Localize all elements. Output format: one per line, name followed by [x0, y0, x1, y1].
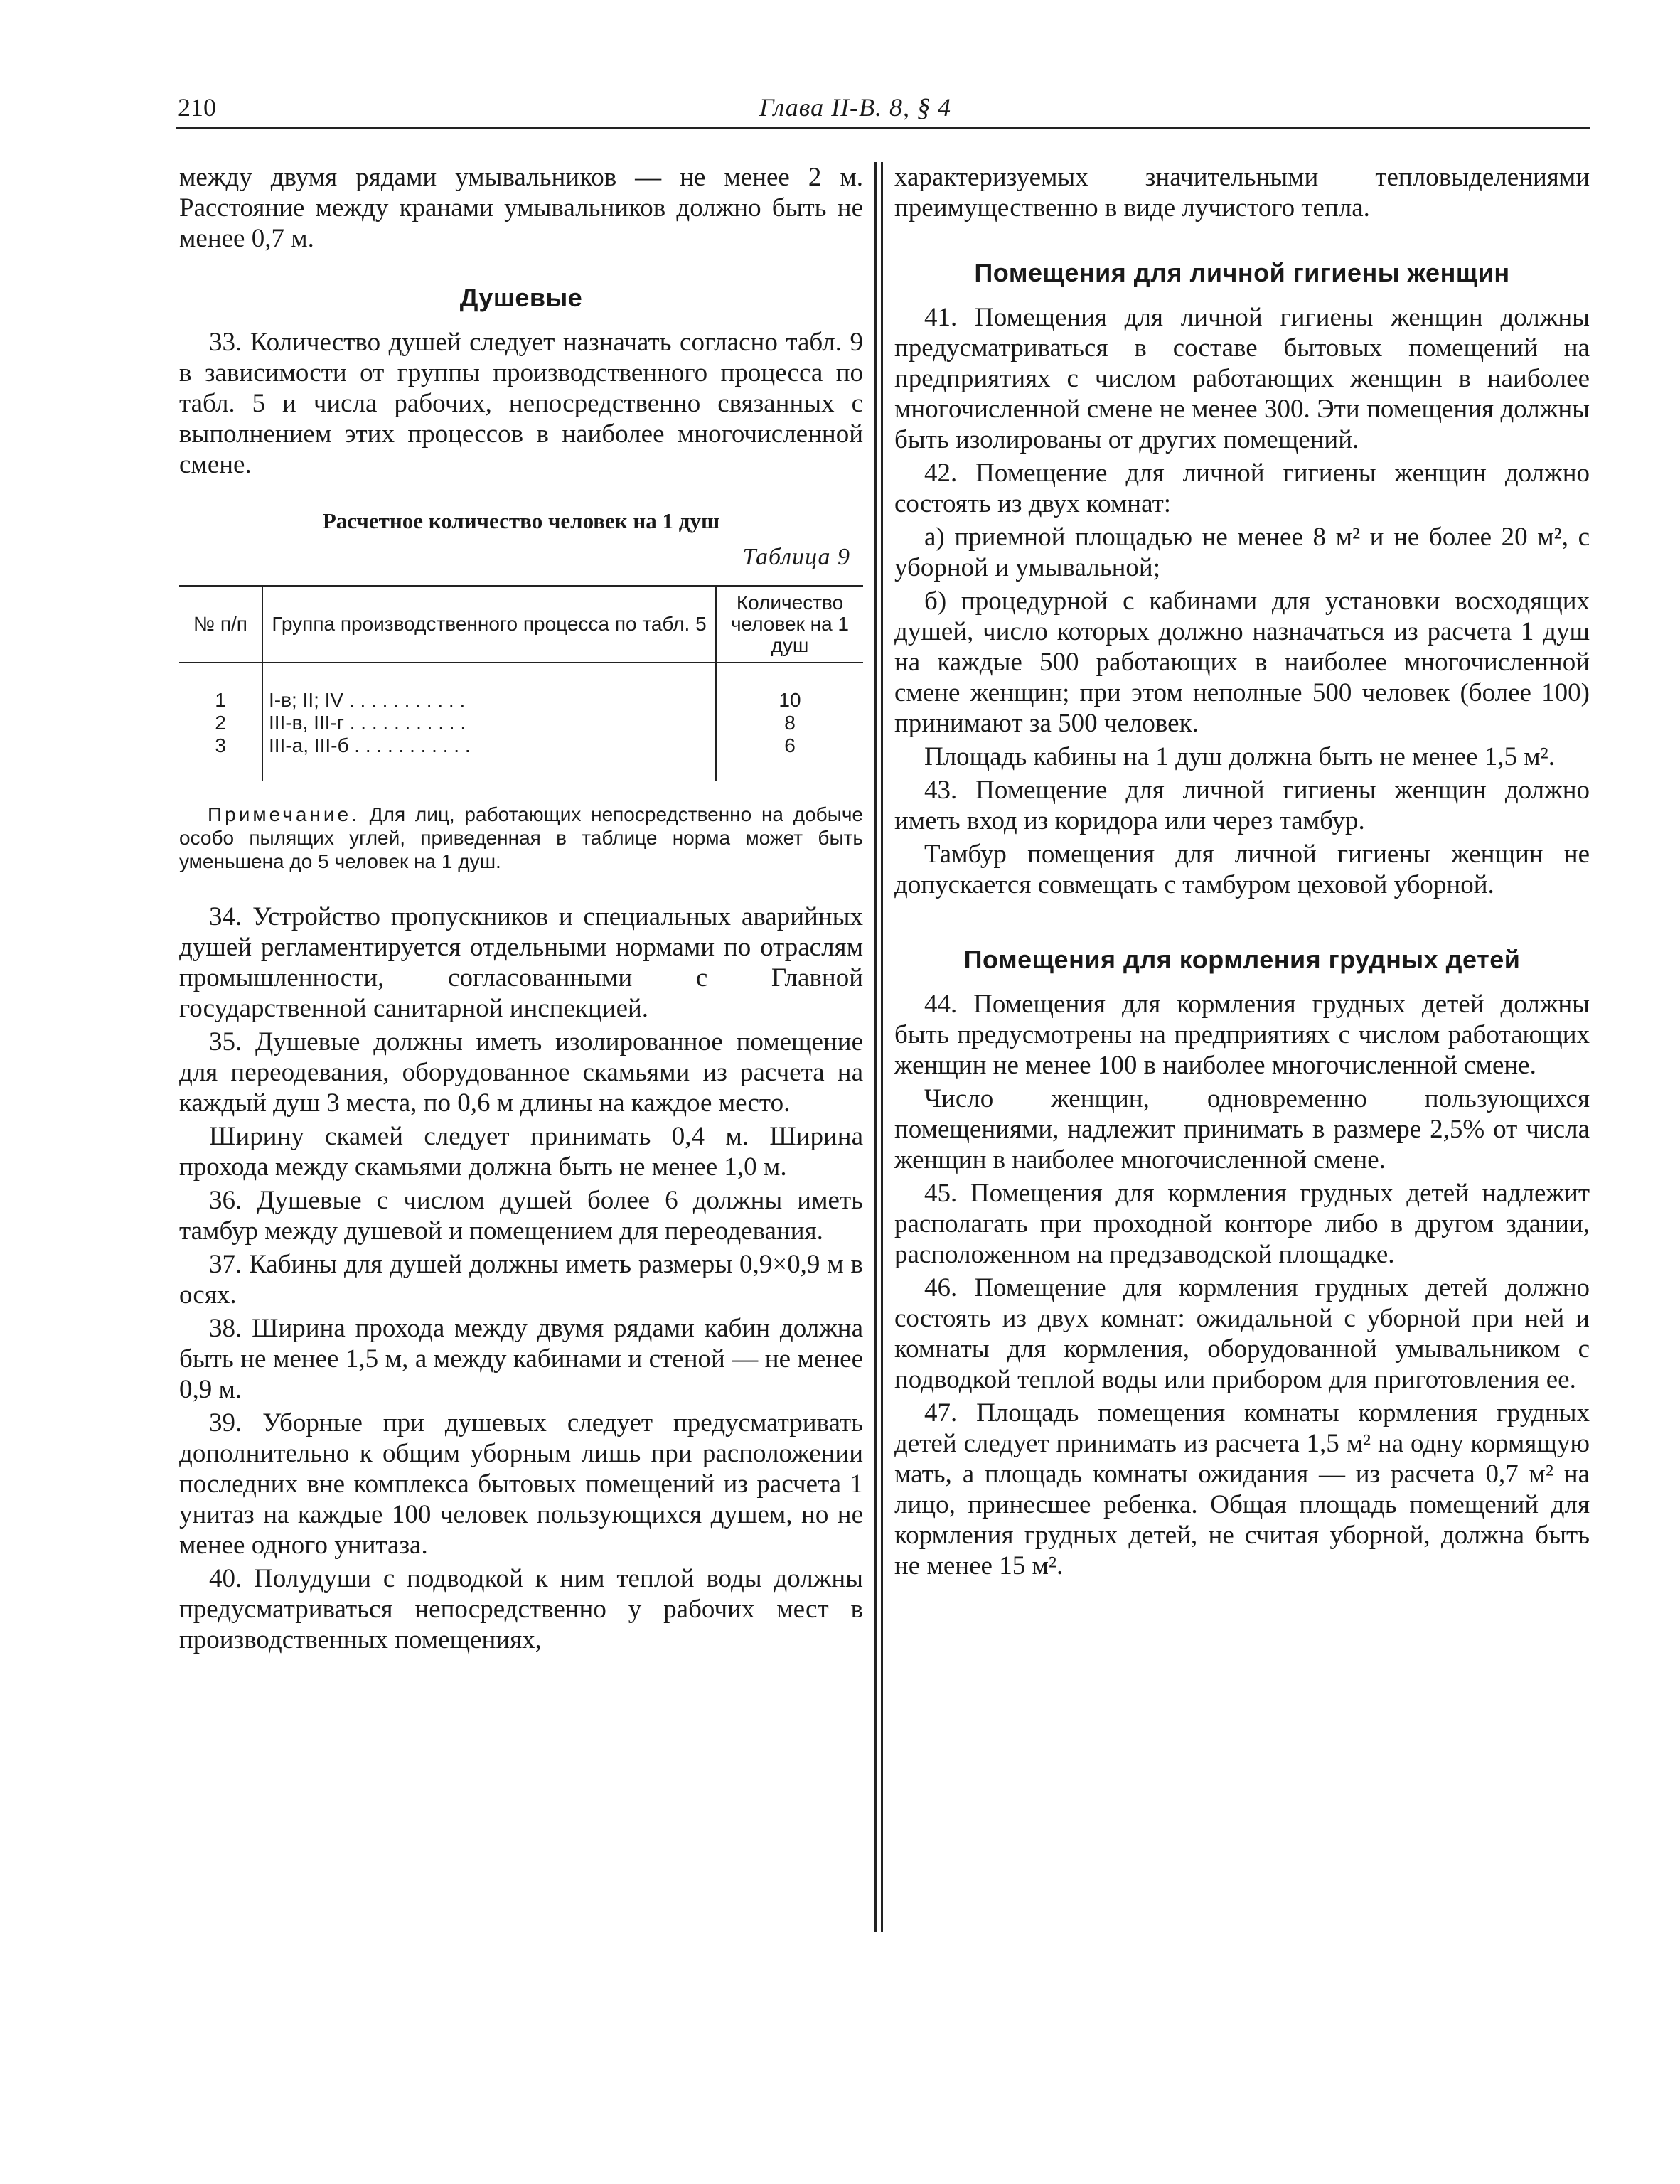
table-caption: Расчетное количество человек на 1 душ	[322, 508, 720, 533]
paragraph-44b: Число женщин, одновременно пользующихся помещениями, надлежит принимать в размере 2,5% от числа женщин в наиболее многочисленной смене.	[894, 1084, 1590, 1174]
paragraph-36: 36. Душевые с числом душей более 6 должны иметь тамбур между душевой и помещением для переодевания.	[179, 1186, 863, 1246]
paragraph-43b: Тамбур помещения для личной гигиены женщин не допускается совмещать с тамбуром цеховой уборной.	[894, 840, 1590, 899]
table-cell: 6	[716, 734, 863, 781]
paragraph-39: 39. Уборные при душевых следует предусматривать дополнительно к общим уборным лишь при расположении последних вне комплекса бытовых помещений из расчета 1 унитаз на каждые 100 человек пользующихся душем, но не менее одного унитаза.	[179, 1408, 863, 1560]
table-row	[179, 712, 863, 734]
paragraph-46: 46. Помещение для кормления грудных детей должно состоять из двух комнат: ожидальной с уборной при ней и комнаты для кормления, оборудованной умывальником с подводкой теплой воды или прибором для приготовления ее.	[894, 1273, 1590, 1394]
table-cell: I-в; II; IV . . . . . . . . . . .	[262, 663, 716, 712]
note-text: Для лиц, работающих непосредственно на добыче особо пылящих углей, приведенная в таблице норма может быть уменьшена до 5 человек на 1 душ.	[179, 803, 864, 872]
header-rule	[176, 127, 1590, 129]
page-header	[176, 84, 1590, 127]
paragraph-41: 41. Помещения для личной гигиены женщин должны предусматриваться в составе бытовых помещений на предприятиях с числом работающих женщин в наиболее многочисленной смене не менее 300. Эти помещения должны быть изолированы от других помещений.	[894, 303, 1590, 454]
table-header-cell: Количество человек на 1 душ	[716, 586, 863, 663]
page-number: 210	[178, 93, 216, 122]
table-cell: 8	[716, 712, 863, 734]
paragraph-35b: Ширину скамей следует принимать 0,4 м. Ширина прохода между скамьями должна быть не менее 1,0 м.	[179, 1122, 863, 1182]
table-data	[179, 585, 863, 781]
paragraph-43: 43. Помещение для личной гигиены женщин должно иметь вход из коридора или через тамбур.	[894, 776, 1590, 835]
table-cell: 3	[215, 734, 226, 756]
column-divider	[874, 162, 877, 1932]
paragraph-42b: б) процедурной с кабинами для установки восходящих душей, число которых должно назначаться из расчета 1 душ на каждые 500 работающих в наиболее многочисленной смене женщин; при этом неполные 500 человек (более 100) принимают за 500 человек.	[894, 587, 1590, 738]
paragraph-40-continued: характеризуемых значительными тепловыделениями преимущественно в виде лучистого тепла.	[894, 163, 1590, 223]
table-cell: III-а, III-б . . . . . . . . . . .	[262, 734, 716, 781]
paragraph-47: 47. Площадь помещения комнаты кормления грудных детей следует принимать из расчета 1,5 м² на одну кормящую мать, а площадь комнаты ожидания — из расчета 0,7 м² на лицо, принесшее ребенка. Общая площадь помещений для кормления грудных детей, не считая уборной, должна быть не менее 15 м².	[894, 1398, 1590, 1580]
paragraph-34: 34. Устройство пропускников и специальных аварийных душей регламентируется отдельными нормами по отраслям промышленности, согласованными с Главной государственной санитарной инспекцией.	[179, 902, 863, 1023]
table-header-cell: Группа производственного процесса по табл. 5	[262, 586, 716, 663]
paragraph-intro: между двумя рядами умывальников — не менее 2 м. Расстояние между кранами умывальников должно быть не менее 0,7 м.	[179, 163, 863, 253]
paragraph-42c: Площадь кабины на 1 душ должна быть не менее 1,5 м².	[924, 742, 1555, 771]
left-column	[179, 162, 863, 1655]
table-cell: III-в, III-г . . . . . . . . . . .	[262, 712, 716, 734]
table-cell: 2	[215, 712, 226, 734]
section-heading-feeding: Помещения для кормления грудных детей	[963, 945, 1521, 974]
paragraph-33: 33. Количество душей следует назначать согласно табл. 9 в зависимости от группы производственного процесса по табл. 5 и числа рабочих, непосредственно связанных с выполнением этих процессов в наиболее многочисленной смене.	[179, 328, 863, 479]
table-note	[179, 803, 863, 873]
running-title: Глава II-В. 8, § 4	[759, 93, 952, 122]
column-divider	[881, 162, 883, 1932]
paragraph-42a: а) приемной площадью не менее 8 м² и не более 20 м², с уборной и умывальной;	[894, 523, 1590, 582]
table-row	[179, 734, 863, 781]
paragraph-38: 38. Ширина прохода между двумя рядами кабин должна быть не менее 1,5 м, а между кабинами и стеной — не менее 0,9 м.	[179, 1314, 863, 1404]
paragraph-35: 35. Душевые должны иметь изолированное помещение для переодевания, оборудованное скамьями из расчета на каждый душ 3 места, по 0,6 м длины на каждое место.	[179, 1027, 863, 1118]
paragraph-37: 37. Кабины для душей должны иметь размеры 0,9×0,9 м в осях.	[179, 1250, 863, 1310]
table-header-cell: № п/п	[179, 586, 262, 663]
table-cell: 10	[716, 663, 863, 712]
table-header-row	[179, 586, 863, 663]
table-cell: 1	[215, 689, 226, 711]
paragraph-45: 45. Помещения для кормления грудных детей надлежит располагать при проходной конторе либо в другом здании, расположенном на предзаводской площадке.	[894, 1179, 1590, 1269]
section-heading-showers: Душевые	[459, 283, 583, 312]
section-heading-hygiene: Помещения для личной гигиены женщин	[974, 258, 1510, 287]
table-label: Таблица 9	[742, 544, 850, 570]
paragraph-44: 44. Помещения для кормления грудных детей должны быть предусмотрены на предприятиях с числом работающих женщин не менее 100 в наиболее многочисленной смене.	[894, 990, 1590, 1080]
paragraph-40: 40. Полудуши с подводкой к ним теплой воды должны предусматриваться непосредственно у рабочих мест в производственных помещениях,	[179, 1564, 863, 1654]
table-9	[179, 505, 863, 873]
table-row	[179, 663, 863, 712]
paragraph-42: 42. Помещение для личной гигиены женщин должно состоять из двух комнат:	[894, 459, 1590, 518]
right-column	[894, 162, 1590, 1581]
note-lead: Примечание.	[208, 803, 360, 825]
